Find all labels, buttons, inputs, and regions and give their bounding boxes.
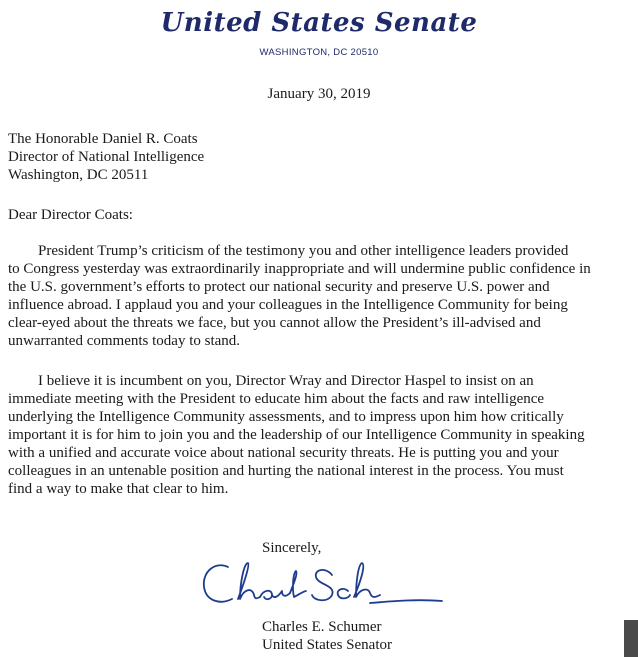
signer-name: Charles E. Schumer bbox=[262, 619, 382, 635]
recipient-name: The Honorable Daniel R. Coats bbox=[8, 131, 198, 147]
closing: Sincerely, bbox=[262, 540, 322, 556]
paragraph-line: underlying the Intelligence Community assessments, and to impress upon him how critically bbox=[8, 409, 564, 425]
letterhead-location: WASHINGTON, DC 20510 bbox=[259, 47, 379, 58]
paragraph-line: unwarranted comments today to stand. bbox=[8, 333, 241, 349]
recipient-title: Director of National Intelligence bbox=[8, 149, 205, 165]
paragraph-line: to Congress yesterday was extraordinarily inappropriate and will undermine public confidence in bbox=[8, 261, 591, 277]
paragraph-line: influence abroad. I applaud you and your colleagues in the Intelligence Community for being bbox=[8, 297, 568, 313]
paragraph-line: immediate meeting with the President to educate him about the facts and raw intelligence bbox=[8, 391, 545, 407]
paragraph-line: with a unified and accurate voice about national security threats. He is putting you and your bbox=[8, 445, 559, 461]
paragraph-2 bbox=[8, 372, 633, 498]
paragraph-line: clear-eyed about the threats we face, but you cannot allow the President’s ill-advised and bbox=[8, 315, 541, 331]
signature-mark bbox=[198, 553, 448, 615]
paragraph-line: President Trump’s criticism of the testimony you and other intelligence leaders provided bbox=[8, 243, 569, 259]
letter-date: January 30, 2019 bbox=[267, 86, 371, 102]
signature bbox=[198, 553, 448, 620]
paragraph-line: find a way to make that clear to him. bbox=[8, 481, 229, 497]
recipient-address: Washington, DC 20511 bbox=[8, 167, 149, 183]
paragraph-1 bbox=[8, 242, 633, 350]
letterhead-title: United States Senate bbox=[160, 8, 478, 38]
signer-title: United States Senator bbox=[262, 637, 392, 653]
salutation: Dear Director Coats: bbox=[8, 207, 133, 223]
paragraph-line: important it is for him to join you and the leadership of our Intelligence Community in speaking bbox=[8, 427, 585, 443]
corner-tab bbox=[624, 620, 638, 657]
paragraph-line: colleagues in an untenable position and hurting the national interest in the process. You must bbox=[8, 463, 564, 479]
paragraph-line: I believe it is incumbent on you, Director Wray and Director Haspel to insist on an bbox=[8, 373, 534, 389]
paragraph-line: the U.S. government’s efforts to protect our national security and preserve U.S. power and bbox=[8, 279, 550, 295]
